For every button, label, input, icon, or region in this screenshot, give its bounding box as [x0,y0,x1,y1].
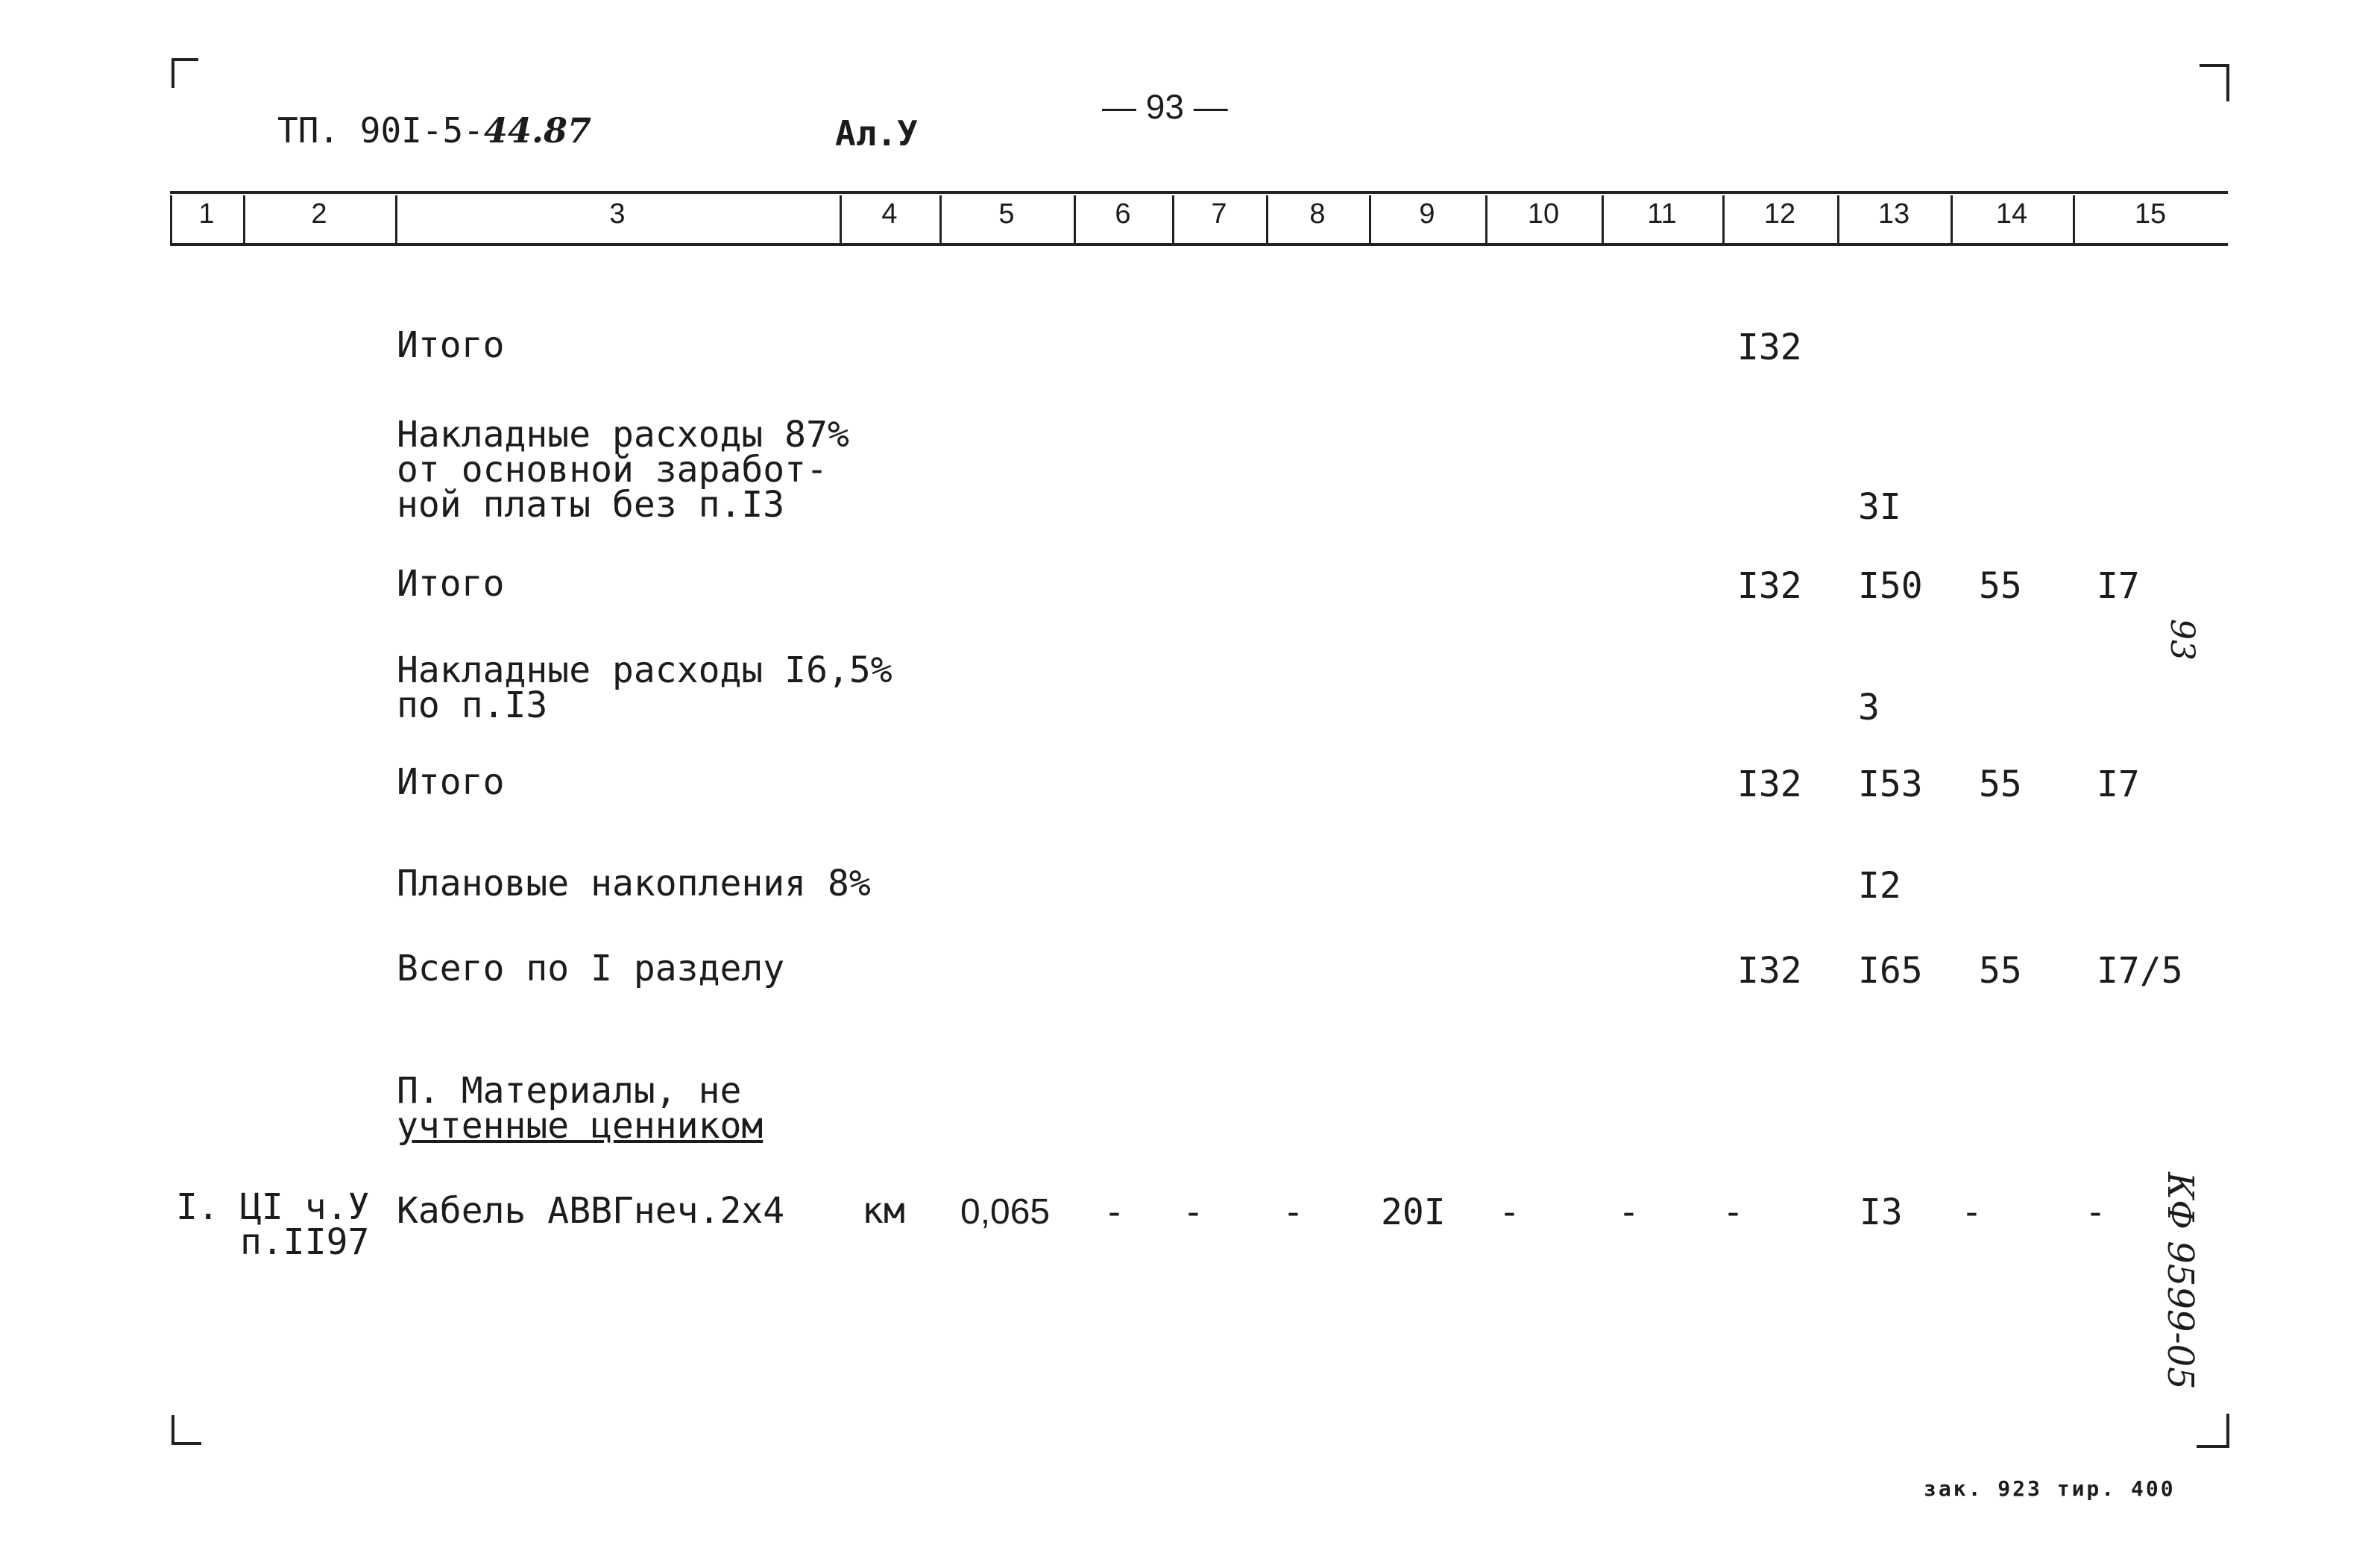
doc-code-handwritten: 44.87 [483,110,591,151]
column-separator [1369,195,1371,246]
column-separator [1722,195,1725,246]
row-description [397,414,849,526]
row-description-line: Накладные расходы I6,5% [397,649,892,691]
row-value-col15: I7 [2097,763,2140,805]
item-unit: км [862,1190,905,1232]
column-header-5: 5 [998,198,1015,230]
row-value-col13: I2 [1858,865,1901,907]
column-separator [395,195,397,246]
item-col14: - [1961,1191,1983,1233]
column-separator [1485,195,1487,246]
column-header-15: 15 [2134,198,2167,230]
column-header-3: 3 [609,198,626,230]
item-number: I. [176,1186,219,1228]
column-header-7: 7 [1211,198,1227,230]
row-description [397,863,871,904]
row-value-col15: I7/5 [2097,950,2183,992]
row-description-line: Итого [397,563,505,605]
row-description-line: ной платы без п.I3 [397,484,785,526]
item-col8: - [1282,1191,1304,1233]
row-value-col13: 3I [1858,486,1901,528]
item-name: Кабель АВВГнеч.2х4 [397,1190,785,1232]
album-number: Ал.У [835,113,918,154]
header-rule-bottom [170,243,2228,246]
column-header-8: 8 [1309,198,1326,230]
footer-print-info: зак. 923 тир. 400 [1924,1476,2176,1501]
item-col15: - [2085,1191,2106,1233]
column-header-2: 2 [311,198,327,230]
item-col12: - [1722,1191,1744,1233]
column-separator [170,195,172,246]
item-col6: - [1104,1191,1125,1233]
column-separator [1602,195,1604,246]
row-description-line: по п.I3 [397,684,548,726]
margin-stamp: КФ 9599-05 [2159,1172,2201,1390]
column-header-13: 13 [1877,198,1910,230]
row-value-col13: I50 [1858,565,1923,607]
doc-code-print: ТП. 90I-5- [277,110,484,151]
row-value-col14: 55 [1979,950,2022,992]
doc-code [277,110,591,151]
column-header-10: 10 [1527,198,1560,230]
section-heading [397,1070,764,1147]
margin-page-number: 93 [2163,619,2201,661]
item-quantity: 0,065 [960,1192,1051,1232]
row-description-line: от основной заработ- [397,449,828,491]
row-value-col12: I32 [1737,950,1802,992]
column-separator [1266,195,1268,246]
row-value-col12: I32 [1737,763,1802,805]
row-description-line: Накладные расходы 87% [397,414,849,456]
corner-mark-top-right [2200,64,2229,101]
column-separator [1951,195,1953,246]
row-description-line: Плановые накопления 8% [397,863,871,904]
item-col7: - [1183,1191,1204,1233]
column-header-12: 12 [1763,198,1796,230]
item-col10: - [1499,1191,1520,1233]
corner-mark-bottom-right [2197,1414,2229,1448]
item-reference-line1: ЦI ч.У [240,1186,370,1228]
row-value-col13: I53 [1858,763,1923,805]
item-reference-line2: п.II97 [240,1221,370,1263]
page-number: — 93 — [1102,87,1228,126]
corner-mark-bottom-left [171,1415,201,1445]
row-value-col12: I32 [1737,565,1802,607]
column-header-6: 6 [1115,198,1131,230]
row-description [397,324,505,366]
row-value-col12: I32 [1737,327,1802,368]
header-rule-top [170,191,2228,194]
column-header-14: 14 [1995,198,2028,230]
row-value-col13: I65 [1858,950,1923,992]
column-separator [840,195,842,246]
section-heading-line1: П. Материалы, не [397,1070,742,1112]
row-value-col13: 3 [1858,687,1880,728]
item-reference [240,1186,370,1263]
item-col11: - [1618,1191,1640,1233]
column-header-1: 1 [198,198,215,230]
item-col9: 20I [1381,1191,1446,1233]
column-header-11: 11 [1647,198,1677,230]
row-value-col14: 55 [1979,763,2022,805]
column-separator [2073,195,2075,246]
item-col13: I3 [1860,1191,1903,1233]
section-heading-line2: учтенные ценником [397,1105,764,1147]
corner-mark-top-left [171,58,198,88]
column-separator [1074,195,1076,246]
row-description-line: Итого [397,324,505,366]
row-description-line: Всего по I разделу [397,948,785,989]
column-separator [1837,195,1839,246]
column-header-9: 9 [1419,198,1435,230]
row-value-col14: 55 [1979,565,2022,607]
row-description [397,948,785,989]
column-separator [1172,195,1174,246]
row-description [397,649,892,726]
column-separator [243,195,245,246]
row-description-line: Итого [397,761,505,803]
row-description [397,563,505,605]
column-header-4: 4 [881,198,898,230]
row-description [397,761,505,803]
column-separator [939,195,942,246]
row-value-col15: I7 [2097,565,2140,607]
